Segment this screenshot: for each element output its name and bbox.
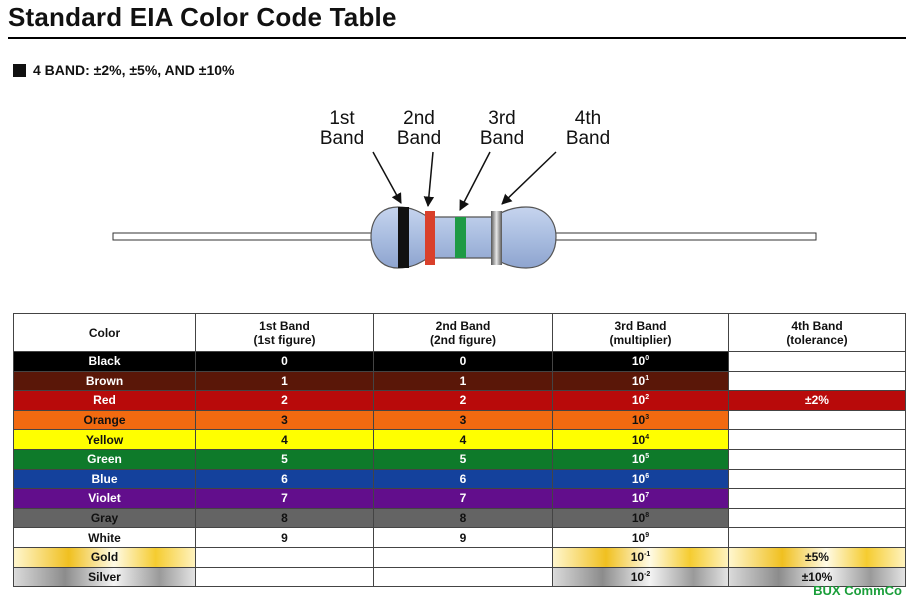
header-color-line1: Color: [88, 325, 121, 340]
resistor-lead-right: [550, 233, 816, 240]
multiplier-cell: [553, 489, 729, 509]
table-row: [14, 547, 906, 567]
color-name-cell: Green: [14, 449, 196, 469]
second-figure-cell: 3: [374, 410, 553, 430]
page-title: Standard EIA Color Code Table: [8, 2, 397, 32]
header-first-band-line2: (1st figure): [253, 332, 316, 347]
multiplier-cell: [553, 430, 729, 450]
multiplier-cell: [553, 371, 729, 391]
color-name-cell: Red: [14, 391, 196, 411]
multiplier-exponent: 9: [645, 531, 650, 539]
multiplier-base: 10: [630, 550, 645, 565]
header-fourth-band: [729, 314, 906, 352]
color-name-cell: White: [14, 528, 196, 548]
color-name-cell: Blue: [14, 469, 196, 489]
tolerance-cell: [729, 508, 906, 528]
tolerance-cell: [729, 489, 906, 509]
multiplier-base: 10: [631, 413, 646, 428]
header-first-band-line1: 1st Band: [259, 318, 310, 333]
tolerance-cell: [729, 528, 906, 548]
multiplier-cell: [553, 567, 729, 587]
multiplier-exponent: 2: [645, 394, 650, 402]
table-row: [14, 528, 906, 548]
multiplier-exponent: 3: [645, 414, 650, 422]
second-figure-cell: [374, 567, 553, 587]
first-figure-cell: 8: [196, 508, 374, 528]
multiplier-cell: [553, 469, 729, 489]
header-third-band: [553, 314, 729, 352]
second-figure-cell: 9: [374, 528, 553, 548]
multiplier-exponent: 5: [645, 453, 650, 461]
section-heading-text: 4 BAND: ±2%, ±5%, AND ±10%: [33, 62, 235, 78]
first-figure-cell: 5: [196, 449, 374, 469]
band-label-3-line2: Band: [479, 128, 525, 149]
color-name-cell: Gold: [14, 547, 196, 567]
first-figure-cell: 0: [196, 352, 374, 372]
multiplier-base: 10: [631, 530, 646, 545]
header-first-band: [196, 314, 374, 352]
multiplier-base: 10: [631, 393, 646, 408]
multiplier-base: 10: [630, 569, 645, 584]
multiplier-exponent: 1: [645, 374, 650, 382]
header-second-band-line2: (2nd figure): [430, 332, 496, 347]
color-name-cell: Violet: [14, 489, 196, 509]
multiplier-cell: [553, 508, 729, 528]
first-figure-cell: 6: [196, 469, 374, 489]
table-row: [14, 352, 906, 372]
band-label-4-line2: Band: [565, 128, 611, 149]
header-color: [14, 314, 196, 352]
multiplier-exponent: 0: [645, 355, 650, 363]
tolerance-cell: ±5%: [729, 547, 906, 567]
header-third-band-line1: 3rd Band: [614, 318, 667, 333]
resistor-band-1: [398, 207, 409, 268]
multiplier-base: 10: [631, 452, 646, 467]
resistor-band-2: [425, 211, 435, 265]
table-row: [14, 469, 906, 489]
tolerance-cell: ±10%: [729, 567, 906, 587]
second-figure-cell: [374, 547, 553, 567]
multiplier-cell: [553, 449, 729, 469]
band-1-arrow: [373, 152, 401, 203]
multiplier-exponent: 4: [645, 433, 650, 441]
tolerance-cell: [729, 371, 906, 391]
header-fourth-band-line2: (tolerance): [786, 332, 848, 347]
color-name-cell: Brown: [14, 371, 196, 391]
band-label-1-line2: Band: [319, 128, 365, 149]
table-row: [14, 410, 906, 430]
resistor-band-4: [491, 211, 502, 265]
header-second-band: [374, 314, 553, 352]
header-third-band-line2: (multiplier): [609, 332, 672, 347]
band-2-arrow: [428, 152, 433, 206]
multiplier-base: 10: [631, 373, 646, 388]
band-label-3-line1: 3rd: [488, 108, 516, 129]
color-code-table: [13, 313, 906, 587]
header-second-band-line1: 2nd Band: [435, 318, 491, 333]
second-figure-cell: 7: [374, 489, 553, 509]
table-row: [14, 489, 906, 509]
band-3-arrow: [460, 152, 490, 210]
tolerance-cell: [729, 430, 906, 450]
band-4-arrow: [502, 152, 556, 204]
tolerance-cell: [729, 449, 906, 469]
multiplier-cell: [553, 528, 729, 548]
first-figure-cell: 4: [196, 430, 374, 450]
second-figure-cell: 5: [374, 449, 553, 469]
second-figure-cell: 2: [374, 391, 553, 411]
watermark: BUX CommCo: [813, 583, 902, 598]
first-figure-cell: 9: [196, 528, 374, 548]
table-row: [14, 391, 906, 411]
multiplier-base: 10: [631, 432, 646, 447]
multiplier-exponent: 6: [645, 472, 650, 480]
color-name-cell: Orange: [14, 410, 196, 430]
multiplier-exponent: -2: [644, 570, 651, 578]
band-label-4-line1: 4th: [574, 108, 602, 129]
first-figure-cell: 3: [196, 410, 374, 430]
tolerance-cell: [729, 469, 906, 489]
resistor-lead-left: [113, 233, 375, 240]
tolerance-cell: [729, 352, 906, 372]
multiplier-base: 10: [631, 511, 646, 526]
multiplier-base: 10: [631, 471, 646, 486]
tolerance-cell: ±2%: [729, 391, 906, 411]
table-row: [14, 567, 906, 587]
second-figure-cell: 1: [374, 371, 553, 391]
multiplier-exponent: 8: [645, 512, 650, 520]
table-body: [14, 352, 906, 587]
table-header-row: [14, 314, 906, 352]
band-label-2-line1: 2nd: [403, 108, 435, 129]
color-name-cell: Black: [14, 352, 196, 372]
multiplier-cell: [553, 391, 729, 411]
multiplier-cell: [553, 547, 729, 567]
first-figure-cell: [196, 567, 374, 587]
second-figure-cell: 8: [374, 508, 553, 528]
table-row: [14, 371, 906, 391]
color-name-cell: Silver: [14, 567, 196, 587]
second-figure-cell: 0: [374, 352, 553, 372]
resistor-band-3: [455, 217, 466, 258]
tolerance-cell: [729, 410, 906, 430]
first-figure-cell: 7: [196, 489, 374, 509]
second-figure-cell: 4: [374, 430, 553, 450]
color-name-cell: Yellow: [14, 430, 196, 450]
band-label-2-line2: Band: [396, 128, 442, 149]
first-figure-cell: 2: [196, 391, 374, 411]
multiplier-exponent: 7: [645, 492, 650, 500]
table-row: [14, 508, 906, 528]
color-name-cell: Gray: [14, 508, 196, 528]
table-row: [14, 430, 906, 450]
first-figure-cell: 1: [196, 371, 374, 391]
second-figure-cell: 6: [374, 469, 553, 489]
multiplier-base: 10: [631, 354, 646, 369]
first-figure-cell: [196, 547, 374, 567]
multiplier-cell: [553, 352, 729, 372]
band-label-1-line1: 1st: [329, 108, 355, 129]
table-row: [14, 449, 906, 469]
header-fourth-band-line1: 4th Band: [791, 318, 843, 333]
multiplier-base: 10: [631, 491, 646, 506]
multiplier-cell: [553, 410, 729, 430]
multiplier-exponent: -1: [644, 551, 651, 559]
